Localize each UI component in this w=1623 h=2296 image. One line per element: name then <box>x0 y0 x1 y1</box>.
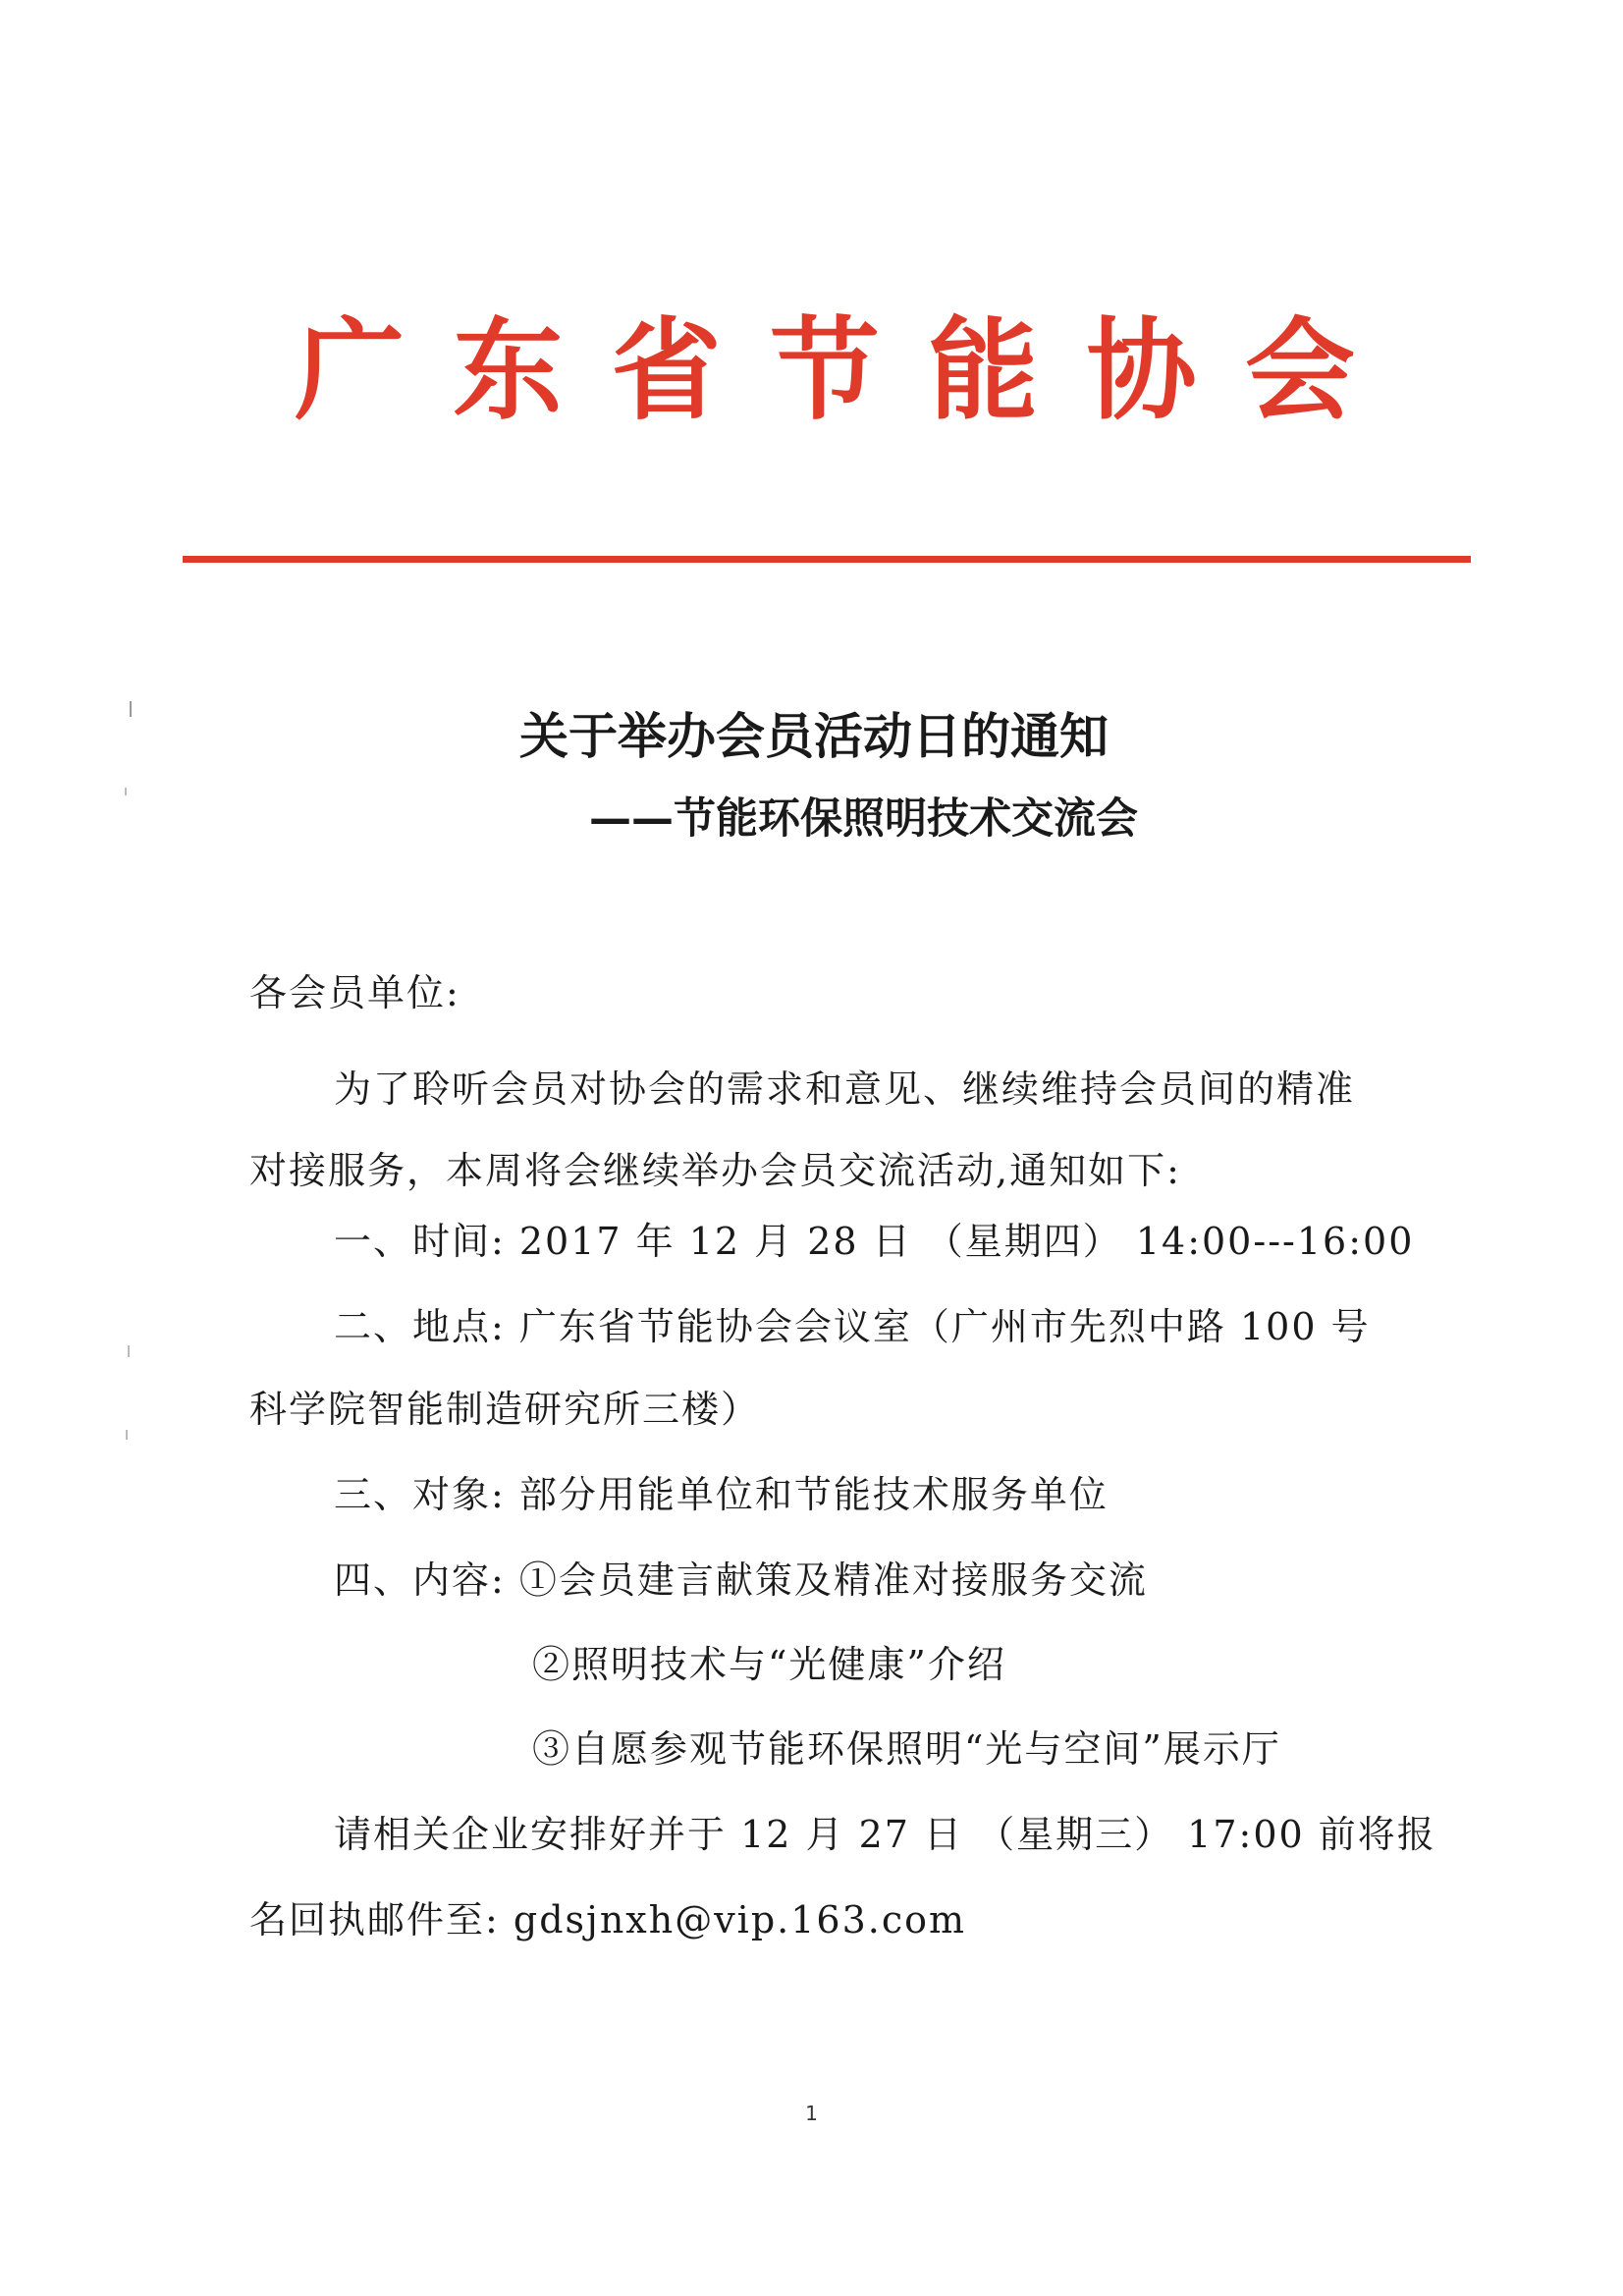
closing-line-2: 名回执邮件至: gdsjnxh@vip.163.com <box>249 1898 967 1941</box>
scan-artifact <box>126 1430 128 1440</box>
item-time: 一、时间: 2017 年 12 月 28 日 （星期四） 14:00---16:00 <box>334 1220 1415 1263</box>
letterhead-char: 省 <box>611 307 722 435</box>
notice-subtitle: ——节能环保照明技术交流会 <box>589 794 1138 844</box>
letterhead-char: 广 <box>295 307 405 435</box>
item-content-line-3: ③自愿参观节能环保照明“光与空间”展示厅 <box>532 1727 1281 1771</box>
letterhead-char: 协 <box>1086 307 1197 435</box>
scan-artifact <box>130 701 132 717</box>
item-location-line-1: 二、地点: 广东省节能协会会议室（广州市先烈中路 100 号 <box>334 1305 1371 1348</box>
letterhead-char: 会 <box>1244 307 1355 435</box>
scan-artifact <box>128 1345 130 1357</box>
page-number: 1 <box>805 2102 818 2125</box>
letterhead-char: 能 <box>928 307 1039 435</box>
closing-line-1: 请相关企业安排好并于 12 月 27 日 （星期三） 17:00 前将报 <box>334 1813 1436 1856</box>
scan-artifact <box>125 788 127 795</box>
letterhead-char: 节 <box>769 307 880 435</box>
intro-line-2: 对接服务，本周将会继续举办会员交流活动,通知如下: <box>249 1149 1181 1192</box>
letterhead-divider <box>183 556 1471 563</box>
item-audience: 三、对象: 部分用能单位和节能技术服务单位 <box>334 1473 1109 1516</box>
salutation: 各会员单位: <box>249 971 460 1014</box>
notice-title: 关于举办会员活动日的通知 <box>519 708 1109 765</box>
item-content-line-1: 四、内容: ①会员建言献策及精准对接服务交流 <box>334 1558 1148 1602</box>
letterhead-char: 东 <box>453 307 564 435</box>
letterhead-title <box>295 307 1355 435</box>
item-location-line-2: 科学院智能制造研究所三楼） <box>249 1388 761 1431</box>
item-content-line-2: ②照明技术与“光健康”介绍 <box>532 1643 1006 1686</box>
intro-line-1: 为了聆听会员对协会的需求和意见、继续维持会员间的精准 <box>334 1067 1356 1111</box>
